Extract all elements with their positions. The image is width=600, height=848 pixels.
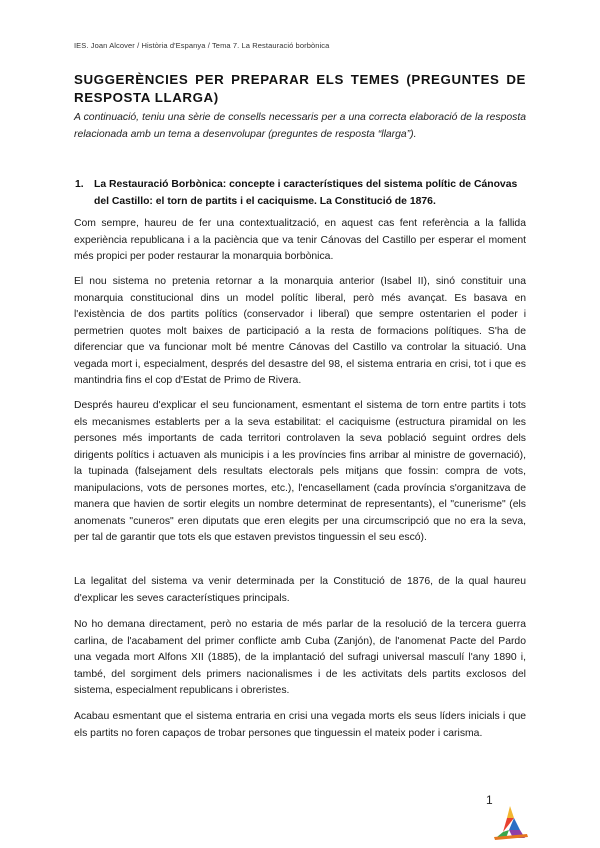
question-number: 1. [75, 179, 84, 190]
paragraph-conclusion: Acabau esmentant que el sistema entraria en crisi una vegada morts els seus líders inicials i que els partits no foren capaços de trobar persones que tinguessin el mateix poder i carisma. [74, 711, 526, 739]
intro-text: A continuació, teniu una sèrie de consells necessaris per a una correcta elaboració de la resposta relacionada amb un tema a desenvolupar (preguntes de resposta “llarga”). [74, 112, 526, 140]
question-heading [75, 177, 526, 210]
paragraph-constitution: La legalitat del sistema va venir determinada per la Constitució de 1876, de la qual haureu d'explicar les seves característiques principals. [74, 576, 526, 604]
page-title: SUGGERÈNCIES PER PREPARAR ELS TEMES (PREGUNTES DE RESPOSTA LLARGA) [74, 72, 526, 105]
paragraph-new-system: El nou sistema no pretenia retornar a la monarquia anterior (Isabel II), sinó constituir una monarquia constitucional dins un model polític liberal, però més avançat. Es basava en l'existència de dos partits polítics (conservador i liberal) que sempre ostentarien el poder i permetrien quotes molt baixes de participació a la resta de formacions polítiques. S'ha de diferenciar que va funcionar molt bé mentre Cánovas del Castillo va controlar la situació. Una vegada mort i, especialment, després del desastre del 98, el sistema entraria en crisi, tot i que es mantindria fins el cop d'Estat de Primo de Rivera. [74, 276, 526, 386]
page-number: 1 [486, 793, 493, 807]
paragraph-additional: No ho demana directament, però no estaria de més parlar de la resolució de la tercera guerra carlina, de l'acabament del primer conflicte amb Cuba (Zanjón), de l'anomenat Pacte del Pardo una vegada mort Alfons XII (1885), de la implantació del sufragi universal masculí l'any 1890 i, també, del sorgiment dels primers nacionalismes i de les activitats dels partits exclosos del sistema, especialment republicans i obreristes. [74, 619, 526, 696]
question-text: La Restauració Borbònica: concepte i característiques del sistema polític de Cánovas del Castillo: el torn de partits i el caciquisme. La Constitució de 1876. [94, 179, 518, 207]
paragraph-context: Com sempre, haureu de fer una contextualització, en aquest cas fent referència a la fallida experiència republicana i a la paciència que va tenir Cánovas del Castillo per esperar el moment més propici per poder restaurar la monarquia borbònica. [74, 218, 526, 262]
paragraph-functioning: Després haureu d'explicar el seu funcionament, esmentant el sistema de torn entre partits i tots els mecanismes establerts per a la seva estabilitat: el caciquisme (estructura piramidal on les persones més importants de cada territori controlaven la seva població seguint ordres dels dirigents polítics i actuaven als municipis i a les províncies fins arribar al ministre de governació), la tupinada (falsejament dels resultats electorals pels mitjans que fossin: compra de vots, manipulacions, vots de persones mortes, etc.), l'encasellament (cada província s'organitzava de manera que havien de sortir elegits un nombre determinat de representants), el "cunerisme" (els anomenats "cuneros" eren diputats que eren elegits per una circumscripció que no era la seva, per tal de garantir que tots els que estaven previstos tinguessin el seu escó). [74, 400, 526, 543]
school-logo-icon [493, 804, 529, 845]
page-header: IES. Joan Alcover / Història d'Espanya / Tema 7. La Restauració borbònica [74, 41, 330, 50]
